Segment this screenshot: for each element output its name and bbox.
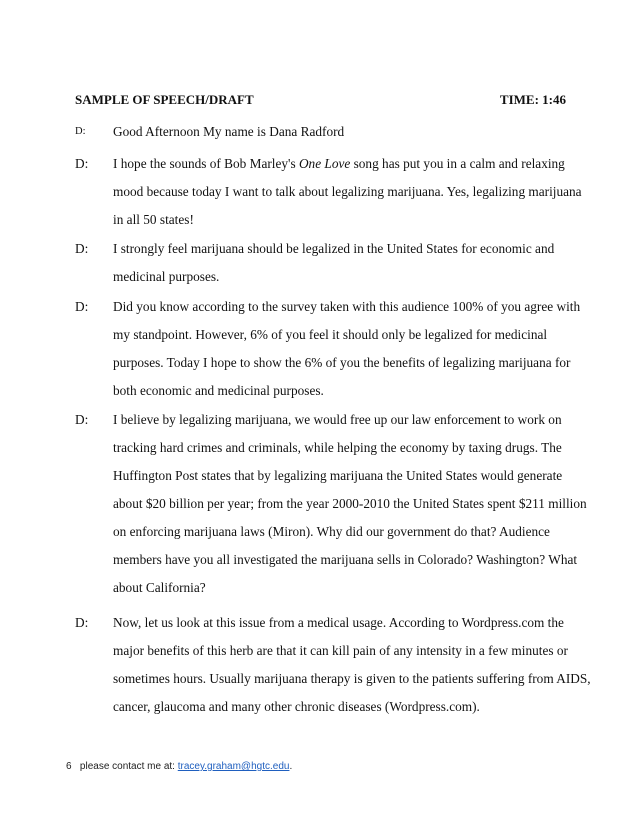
paragraph-line: Huffington Post states that by legalizing marijuana the United States would generate xyxy=(113,468,563,483)
paragraph-line: cancer, glaucoma and many other chronic diseases (Wordpress.com). xyxy=(113,699,480,714)
speaker-label: D: xyxy=(75,156,89,171)
time-label: TIME: 1:46 xyxy=(499,92,566,107)
song-title: One Love xyxy=(298,156,351,171)
paragraph-line: major benefits of this herb are that it can kill pain of any intensity in a few minutes or xyxy=(113,643,568,658)
paragraph-line: about California? xyxy=(113,580,206,595)
paragraph-line: Did you know according to the survey taken with this audience 100% of you agree with xyxy=(113,299,581,314)
paragraph-line: members have you all investigated the marijuana sells in Colorado? Washington? What xyxy=(113,552,578,567)
paragraph-line: Now, let us look at this issue from a medical usage. According to Wordpress.com the xyxy=(113,615,564,630)
speaker-label: D: xyxy=(75,615,89,630)
footer-trailing: . xyxy=(289,761,293,772)
footer-text: please contact me at: xyxy=(79,761,175,772)
page-number: 6 xyxy=(66,761,72,772)
email-link[interactable]: tracey.graham@hgtc.edu xyxy=(177,761,290,772)
paragraph-line: sometimes hours. Usually marijuana therapy is given to the patients suffering from AIDS, xyxy=(113,671,591,686)
speaker-label: D: xyxy=(75,126,86,137)
paragraph-line: in all 50 states! xyxy=(113,212,194,227)
paragraph-line: about $20 billion per year; from the year 2000-2010 the United States spent $211 million xyxy=(113,496,587,511)
speaker-label: D: xyxy=(75,299,89,314)
paragraph-line: my standpoint. However, 6% of you feel it should only be legalized for medicinal xyxy=(113,327,548,342)
paragraph-line xyxy=(113,156,565,172)
paragraph-line: mood because today I want to talk about legalizing marijuana. Yes, legalizing marijuana xyxy=(113,184,582,199)
speaker-label: D: xyxy=(75,412,89,427)
paragraph-line: I strongly feel marijuana should be legalized in the United States for economic and xyxy=(113,241,555,256)
paragraph-line: purposes. Today I hope to show the 6% of you the benefits of legalizing marijuana for xyxy=(113,355,571,370)
document-title: SAMPLE OF SPEECH/DRAFT xyxy=(75,92,254,107)
line-text: I hope the sounds of Bob Marley's xyxy=(113,156,299,171)
paragraph-line: on enforcing marijuana laws (Miron). Why did our government do that? Audience xyxy=(113,524,550,539)
page-footer xyxy=(66,761,292,772)
paragraph-line: medicinal purposes. xyxy=(113,269,220,284)
paragraph-line: tracking hard crimes and criminals, while helping the economy by taxing drugs. The xyxy=(113,440,562,455)
document-header xyxy=(75,92,566,108)
paragraph-line: Good Afternoon My name is Dana Radford xyxy=(113,124,345,139)
speaker-label: D: xyxy=(75,241,89,256)
paragraph-line: I believe by legalizing marijuana, we would free up our law enforcement to work on xyxy=(113,412,562,427)
paragraph-line: both economic and medicinal purposes. xyxy=(113,383,324,398)
line-text: song has put you in a calm and relaxing xyxy=(350,156,565,171)
